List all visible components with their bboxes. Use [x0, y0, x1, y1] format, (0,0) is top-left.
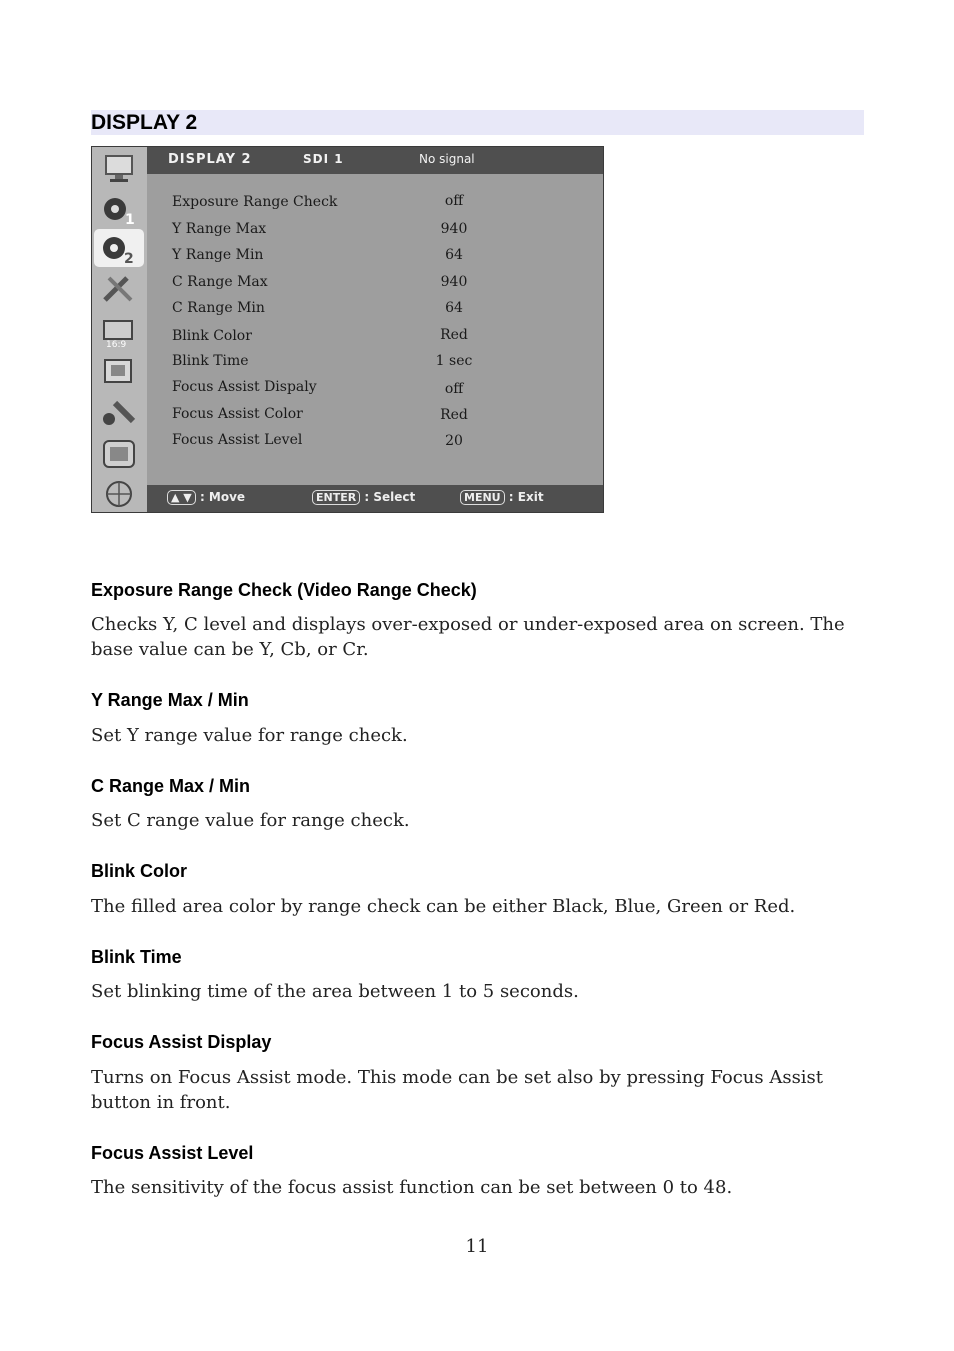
osd-footer-select [312, 490, 415, 504]
osd-sidebar [92, 147, 147, 512]
osd-row-label: Y Range Max [172, 221, 267, 237]
arrow-keys-icon: ▲ ▼ [167, 490, 196, 505]
section-title: DISPLAY 2 [91, 111, 198, 134]
osd-row-value: 64 [445, 300, 463, 316]
osd-footer-select-label: : Select [364, 490, 416, 504]
osd-row-value: 940 [440, 221, 468, 237]
aspect-16-9-icon [97, 313, 141, 351]
osd-row-label: Focus Assist Color [172, 406, 303, 422]
osd-row-label: Exposure Range Check [172, 194, 338, 210]
description-text: Set blinking time of the area between 1 to 5 seconds. [91, 981, 579, 1002]
frame-icon [97, 435, 141, 473]
settings-2-icon [94, 229, 144, 267]
description-heading: Blink Color [91, 861, 188, 881]
description-text: Checks Y, C level and displays over-exposed or under-exposed area on screen. The base value can be Y, Cb, or Cr. [91, 614, 845, 660]
osd-row-value: Red [440, 327, 468, 343]
osd-footer-exit [460, 490, 544, 504]
osd-row-value: off [444, 381, 464, 397]
page-number: 11 [465, 1236, 489, 1257]
description-text: Set Y range value for range check. [91, 725, 408, 746]
osd-footer-move [167, 490, 245, 504]
osd-footer [147, 485, 603, 512]
osd-row-value: 1 sec [435, 353, 473, 369]
monitor-icon [97, 149, 141, 187]
osd-row-label: Focus Assist Dispaly [172, 379, 317, 395]
osd-row-value: 20 [445, 433, 463, 449]
osd-row-value: 940 [440, 274, 468, 290]
globe-icon [97, 475, 141, 513]
svg-text:2: 2 [124, 251, 134, 267]
tools-icon [97, 270, 141, 308]
osd-row-value: 64 [445, 247, 463, 263]
description-heading: Exposure Range Check (Video Range Check) [91, 580, 477, 600]
section-header-bar [91, 110, 864, 135]
description-heading: Y Range Max / Min [91, 690, 249, 710]
menu-key-icon: MENU [460, 490, 505, 505]
svg-text:1: 1 [125, 212, 135, 228]
osd-row-value: Red [440, 407, 468, 423]
osd-row-label: Y Range Min [172, 247, 264, 263]
osd-row-label: Blink Color [172, 328, 252, 344]
osd-input-source: SDI 1 [303, 152, 344, 166]
osd-footer-move-label: : Move [199, 490, 246, 504]
settings-1-icon [97, 190, 141, 228]
description-text: Turns on Focus Assist mode. This mode can be set also by pressing Focus Assist button in front. [91, 1067, 824, 1113]
description-heading: Focus Assist Display [91, 1032, 272, 1052]
osd-row-label: C Range Max [172, 274, 268, 290]
osd-row-value: off [444, 193, 464, 209]
osd-row-label: C Range Min [172, 300, 265, 316]
osd-signal-status: No signal [419, 152, 475, 166]
description-text: Set C range value for range check. [91, 810, 410, 831]
svg-text:16:9: 16:9 [106, 340, 127, 350]
osd-row-label: Focus Assist Level [172, 432, 303, 448]
osd-menu-name: DISPLAY 2 [168, 152, 252, 167]
description-heading: C Range Max / Min [91, 776, 251, 796]
osd-row-label: Blink Time [172, 353, 249, 369]
image-icon [97, 352, 141, 390]
description-text: The filled area color by range check can be either Black, Blue, Green or Red. [91, 896, 796, 917]
description-heading: Blink Time [91, 947, 182, 967]
description-text: The sensitivity of the focus assist function can be set between 0 to 48. [91, 1177, 733, 1198]
keypad-icon [97, 395, 141, 433]
description-heading: Focus Assist Level [91, 1143, 254, 1163]
osd-footer-exit-label: : Exit [508, 490, 544, 504]
enter-key-icon: ENTER [312, 490, 360, 505]
osd-menu-screenshot [91, 146, 604, 513]
osd-header [147, 147, 603, 174]
